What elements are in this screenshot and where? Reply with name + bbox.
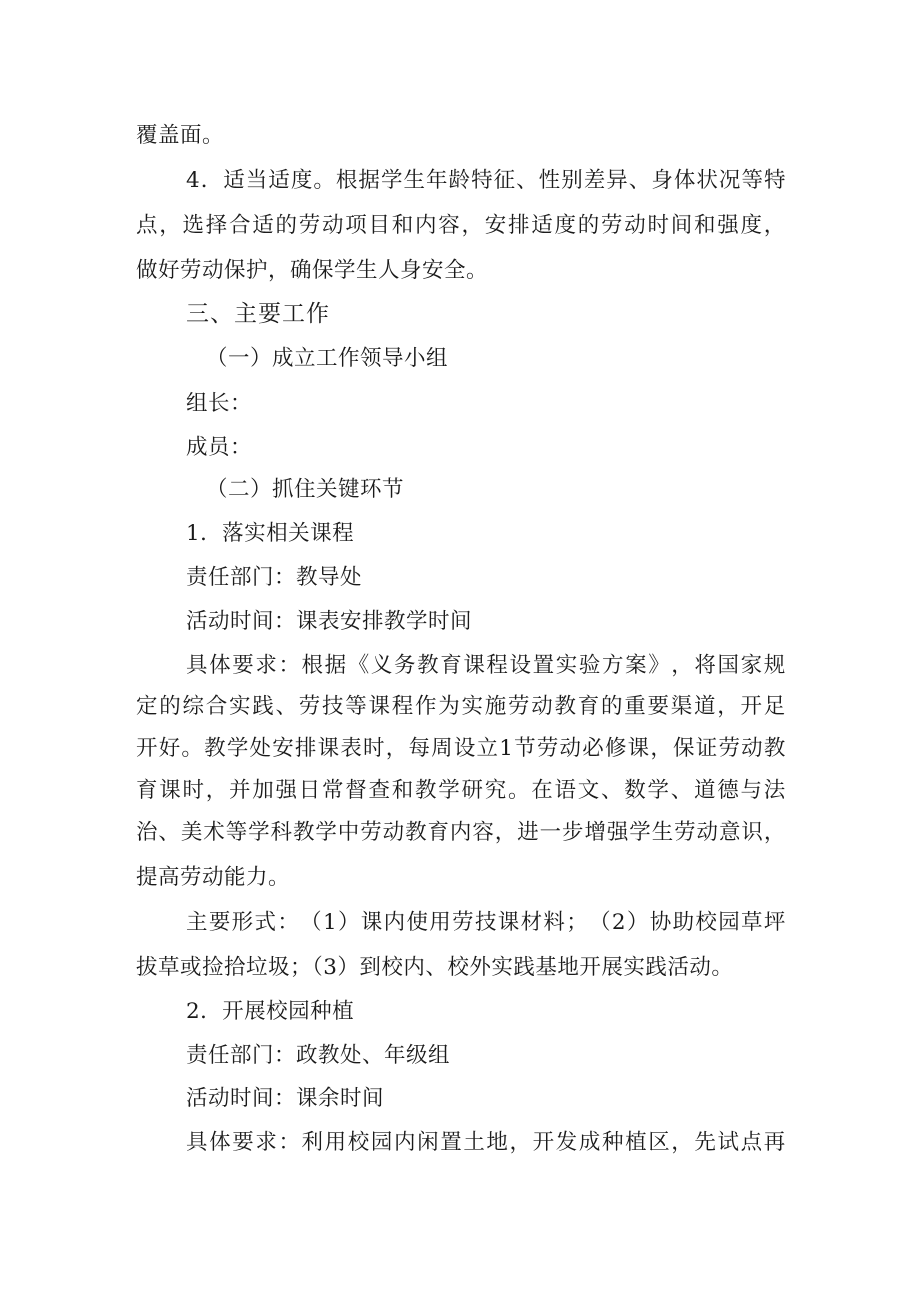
glyph: ， bbox=[509, 1130, 532, 1155]
members-label: 成员： bbox=[186, 435, 253, 460]
glyph: 开 bbox=[532, 1130, 555, 1155]
glyph: 形 bbox=[231, 910, 254, 935]
glyph: 式 bbox=[254, 910, 277, 935]
glyph: 程 bbox=[486, 653, 509, 678]
glyph: 校 bbox=[347, 1130, 370, 1155]
glyph: 适 bbox=[223, 168, 246, 193]
glyph: 常 bbox=[322, 778, 345, 803]
item-time: 活动时间：课余时间 bbox=[186, 1086, 385, 1111]
glyph: 劳 bbox=[674, 820, 697, 845]
glyph: 加 bbox=[252, 778, 275, 803]
glyph: 渠 bbox=[670, 694, 693, 719]
glyph: 验 bbox=[578, 653, 601, 678]
glyph: 园 bbox=[718, 910, 741, 935]
leader-label: 组长： bbox=[186, 391, 253, 416]
glyph: 开 bbox=[136, 736, 159, 761]
glyph: 排 bbox=[294, 736, 317, 761]
glyph: 劳 bbox=[360, 820, 383, 845]
glyph: ： bbox=[278, 653, 301, 678]
glyph: 课 bbox=[463, 653, 486, 678]
glyph: 将 bbox=[694, 653, 717, 678]
glyph: 课 bbox=[159, 778, 182, 803]
glyph: 规 bbox=[763, 653, 786, 678]
glyph: 国 bbox=[717, 653, 740, 678]
glyph: 技 bbox=[474, 910, 497, 935]
glyph: 劳 bbox=[298, 213, 321, 238]
glyph: 土 bbox=[463, 1130, 486, 1155]
glyph: 课 bbox=[368, 694, 391, 719]
glyph: 实 bbox=[461, 694, 484, 719]
glyph: 开 bbox=[740, 694, 763, 719]
glyph: 试 bbox=[717, 1130, 740, 1155]
glyph: 求 bbox=[255, 653, 278, 678]
item-time: 活动时间：课表安排教学时间 bbox=[186, 609, 473, 634]
glyph: 劳 bbox=[718, 736, 741, 761]
glyph: 内 bbox=[415, 213, 438, 238]
glyph: 年 bbox=[426, 168, 449, 193]
glyph: 教 bbox=[763, 736, 786, 761]
justified-text bbox=[136, 776, 786, 806]
section-heading: 三、主要工作 bbox=[186, 301, 330, 327]
glyph: 具 bbox=[186, 653, 209, 678]
justified-text bbox=[186, 1128, 786, 1158]
glyph: 义 bbox=[370, 653, 393, 678]
glyph: 根 bbox=[335, 168, 358, 193]
glyph: 术 bbox=[203, 820, 226, 845]
glyph: 发 bbox=[555, 1130, 578, 1155]
glyph: 究 bbox=[484, 778, 507, 803]
glyph: 学 bbox=[315, 820, 338, 845]
glyph: 区 bbox=[648, 1130, 671, 1155]
glyph: 德 bbox=[717, 778, 740, 803]
glyph: 保 bbox=[673, 736, 696, 761]
glyph: 周 bbox=[431, 736, 454, 761]
glyph: 地 bbox=[486, 1130, 509, 1155]
glyph: 2 bbox=[611, 910, 627, 935]
glyph: 、 bbox=[601, 778, 624, 803]
glyph: 道 bbox=[694, 778, 717, 803]
glyph: 体 bbox=[673, 168, 696, 193]
glyph: 教 bbox=[204, 736, 227, 761]
glyph: 育 bbox=[427, 820, 450, 845]
glyph: 动 bbox=[531, 694, 554, 719]
paragraph-line bbox=[136, 776, 786, 806]
glyph: 动 bbox=[322, 213, 345, 238]
glyph: 点 bbox=[740, 1130, 763, 1155]
item-department: 责任部门：教导处 bbox=[186, 565, 363, 590]
glyph: 要 bbox=[232, 1130, 255, 1155]
glyph: 根 bbox=[301, 653, 324, 678]
glyph: 技 bbox=[322, 694, 345, 719]
glyph: 适 bbox=[252, 213, 275, 238]
glyph: 性 bbox=[538, 168, 561, 193]
subsection-heading: （二）抓住关键环节 bbox=[206, 477, 405, 502]
glyph: 。 bbox=[508, 778, 531, 803]
item-department: 责任部门：政教处、年级组 bbox=[186, 1043, 451, 1068]
glyph: 合 bbox=[229, 213, 252, 238]
glyph: 学 bbox=[248, 820, 271, 845]
glyph: 、 bbox=[275, 694, 298, 719]
justified-text bbox=[136, 692, 786, 722]
glyph: 坪 bbox=[763, 910, 786, 935]
glyph: 4 bbox=[186, 168, 201, 193]
paragraph-line bbox=[136, 734, 786, 764]
glyph: 强 bbox=[717, 213, 740, 238]
glyph: 时 bbox=[647, 213, 670, 238]
justified-text bbox=[186, 651, 786, 681]
glyph: 治 bbox=[136, 820, 159, 845]
glyph: 进 bbox=[517, 820, 540, 845]
glyph: 差 bbox=[583, 168, 606, 193]
glyph: ， bbox=[763, 820, 786, 845]
glyph: 家 bbox=[740, 653, 763, 678]
glyph: 适 bbox=[268, 168, 291, 193]
paragraph-line: 拔草或捡拾垃圾；（3）到校内、校外实践基地开展实践活动。 bbox=[136, 955, 734, 980]
glyph: 立 bbox=[476, 736, 499, 761]
glyph: 生 bbox=[651, 820, 674, 845]
item-title: 1．落实相关课程 bbox=[186, 521, 355, 546]
glyph: 的 bbox=[601, 694, 624, 719]
glyph: 课 bbox=[360, 910, 383, 935]
glyph: 程 bbox=[391, 694, 414, 719]
glyph: ， bbox=[385, 736, 408, 761]
glyph: ， bbox=[671, 653, 694, 678]
glyph: 实 bbox=[555, 653, 578, 678]
paragraph-line bbox=[136, 818, 786, 848]
glyph: ） bbox=[626, 910, 649, 935]
glyph: 教 bbox=[405, 820, 428, 845]
glyph: 教 bbox=[417, 653, 440, 678]
glyph: 课 bbox=[627, 736, 650, 761]
glyph: 为 bbox=[438, 694, 461, 719]
glyph: 识 bbox=[741, 820, 764, 845]
glyph: 证 bbox=[695, 736, 718, 761]
glyph: 足 bbox=[763, 694, 786, 719]
glyph: 用 bbox=[324, 1130, 347, 1155]
glyph: ， bbox=[461, 213, 484, 238]
glyph: 再 bbox=[763, 1130, 786, 1155]
glyph: 和 bbox=[391, 213, 414, 238]
glyph: 草 bbox=[741, 910, 764, 935]
glyph: 节 bbox=[514, 736, 537, 761]
glyph: 与 bbox=[740, 778, 763, 803]
glyph: 文 bbox=[577, 778, 600, 803]
glyph: 课 bbox=[497, 910, 520, 935]
glyph: 合 bbox=[205, 694, 228, 719]
glyph: 选 bbox=[182, 213, 205, 238]
glyph: 择 bbox=[205, 213, 228, 238]
glyph: 数 bbox=[624, 778, 647, 803]
glyph: 学 bbox=[226, 736, 249, 761]
glyph: 置 bbox=[440, 1130, 463, 1155]
glyph: 每 bbox=[408, 736, 431, 761]
glyph: 学 bbox=[647, 778, 670, 803]
glyph: 动 bbox=[559, 736, 582, 761]
glyph: 要 bbox=[232, 653, 255, 678]
glyph: 特 bbox=[763, 168, 786, 193]
glyph: 点 bbox=[136, 213, 159, 238]
glyph: 意 bbox=[718, 820, 741, 845]
glyph: 植 bbox=[625, 1130, 648, 1155]
justified-text bbox=[136, 734, 786, 764]
glyph: ， bbox=[671, 1130, 694, 1155]
glyph: 况 bbox=[718, 168, 741, 193]
glyph: 内 bbox=[393, 1130, 416, 1155]
glyph: 求 bbox=[255, 1130, 278, 1155]
glyph: 查 bbox=[368, 778, 391, 803]
paragraph-line bbox=[186, 651, 786, 681]
glyph: 生 bbox=[403, 168, 426, 193]
glyph: 处 bbox=[249, 736, 272, 761]
glyph: 容 bbox=[472, 820, 495, 845]
glyph: 方 bbox=[601, 653, 624, 678]
glyph: 步 bbox=[562, 820, 585, 845]
glyph: （ bbox=[300, 910, 323, 935]
glyph: 》 bbox=[648, 653, 671, 678]
glyph: 科 bbox=[270, 820, 293, 845]
glyph: 必 bbox=[582, 736, 605, 761]
glyph: 道 bbox=[694, 694, 717, 719]
glyph: 材 bbox=[520, 910, 543, 935]
glyph: 等 bbox=[345, 694, 368, 719]
glyph: 学 bbox=[438, 778, 461, 803]
glyph: 用 bbox=[429, 910, 452, 935]
glyph: 要 bbox=[647, 694, 670, 719]
glyph: 时 bbox=[182, 778, 205, 803]
glyph: 育 bbox=[440, 653, 463, 678]
glyph: 料 bbox=[543, 910, 566, 935]
justified-text bbox=[136, 818, 786, 848]
glyph: 语 bbox=[554, 778, 577, 803]
glyph: 异 bbox=[606, 168, 629, 193]
glyph: 间 bbox=[670, 213, 693, 238]
glyph: 中 bbox=[337, 820, 360, 845]
glyph: 务 bbox=[393, 653, 416, 678]
glyph: 等 bbox=[225, 820, 248, 845]
glyph: ； bbox=[566, 910, 589, 935]
glyph: 劳 bbox=[298, 694, 321, 719]
glyph: 安 bbox=[484, 213, 507, 238]
glyph: 时 bbox=[363, 736, 386, 761]
glyph: 重 bbox=[624, 694, 647, 719]
glyph: ， bbox=[650, 736, 673, 761]
glyph: 内 bbox=[449, 820, 472, 845]
glyph: 1 bbox=[499, 736, 514, 761]
glyph: 美 bbox=[180, 820, 203, 845]
glyph: 助 bbox=[672, 910, 695, 935]
glyph: ， bbox=[717, 694, 740, 719]
glyph: 课 bbox=[317, 736, 340, 761]
glyph: 设 bbox=[453, 736, 476, 761]
glyph: 龄 bbox=[448, 168, 471, 193]
glyph: 的 bbox=[275, 213, 298, 238]
glyph: 督 bbox=[345, 778, 368, 803]
justified-text bbox=[186, 166, 786, 196]
glyph: 动 bbox=[741, 736, 764, 761]
glyph: 种 bbox=[601, 1130, 624, 1155]
glyph: 、 bbox=[158, 820, 181, 845]
paragraph-line: 覆盖面。 bbox=[136, 123, 225, 148]
glyph: ， bbox=[494, 820, 517, 845]
glyph: 和 bbox=[391, 778, 414, 803]
glyph: 适 bbox=[531, 213, 554, 238]
glyph: ， bbox=[205, 778, 228, 803]
glyph: 教 bbox=[415, 778, 438, 803]
glyph: 动 bbox=[696, 820, 719, 845]
glyph: 使 bbox=[406, 910, 429, 935]
paragraph-line bbox=[186, 908, 786, 938]
glyph: 和 bbox=[694, 213, 717, 238]
glyph: 项 bbox=[345, 213, 368, 238]
glyph: 。 bbox=[181, 736, 204, 761]
glyph: 、 bbox=[670, 778, 693, 803]
glyph: 劳 bbox=[508, 694, 531, 719]
glyph: 利 bbox=[301, 1130, 324, 1155]
glyph: 修 bbox=[604, 736, 627, 761]
glyph: 闲 bbox=[417, 1130, 440, 1155]
glyph: 综 bbox=[182, 694, 205, 719]
glyph: 好 bbox=[158, 736, 181, 761]
glyph: ． bbox=[200, 168, 223, 193]
glyph: （ bbox=[589, 910, 612, 935]
glyph: 并 bbox=[229, 778, 252, 803]
glyph: ： bbox=[278, 1130, 301, 1155]
glyph: 要 bbox=[208, 910, 231, 935]
glyph: 学 bbox=[629, 820, 652, 845]
glyph: 成 bbox=[578, 1130, 601, 1155]
glyph: 强 bbox=[606, 820, 629, 845]
glyph: 先 bbox=[694, 1130, 717, 1155]
glyph: 设 bbox=[509, 653, 532, 678]
glyph: 体 bbox=[209, 1130, 232, 1155]
glyph: 强 bbox=[275, 778, 298, 803]
subsection-heading: （一）成立工作领导小组 bbox=[206, 346, 449, 371]
glyph: 案 bbox=[625, 653, 648, 678]
paragraph-line bbox=[136, 211, 786, 241]
glyph: 日 bbox=[298, 778, 321, 803]
glyph: 身 bbox=[651, 168, 674, 193]
glyph: ： bbox=[277, 910, 300, 935]
glyph: 《 bbox=[347, 653, 370, 678]
glyph: 定 bbox=[136, 694, 159, 719]
glyph: 。 bbox=[313, 168, 336, 193]
glyph: 育 bbox=[136, 778, 159, 803]
glyph: 一 bbox=[539, 820, 562, 845]
glyph: 表 bbox=[340, 736, 363, 761]
glyph: 等 bbox=[741, 168, 764, 193]
glyph: 教 bbox=[292, 820, 315, 845]
glyph: 作 bbox=[415, 694, 438, 719]
glyph: 劳 bbox=[536, 736, 559, 761]
glyph: 度 bbox=[740, 213, 763, 238]
glyph: 据 bbox=[324, 653, 347, 678]
glyph: 据 bbox=[358, 168, 381, 193]
justified-text bbox=[136, 211, 786, 241]
glyph: ， bbox=[763, 213, 786, 238]
glyph: 在 bbox=[531, 778, 554, 803]
glyph: 劳 bbox=[452, 910, 475, 935]
glyph: 增 bbox=[584, 820, 607, 845]
glyph: 排 bbox=[508, 213, 531, 238]
glyph: 动 bbox=[624, 213, 647, 238]
glyph: 园 bbox=[370, 1130, 393, 1155]
glyph: 容 bbox=[438, 213, 461, 238]
glyph: ， bbox=[159, 213, 182, 238]
glyph: 法 bbox=[763, 778, 786, 803]
glyph: 特 bbox=[471, 168, 494, 193]
glyph: 、 bbox=[516, 168, 539, 193]
glyph: 施 bbox=[484, 694, 507, 719]
glyph: 置 bbox=[532, 653, 555, 678]
glyph: 安 bbox=[272, 736, 295, 761]
glyph: 别 bbox=[561, 168, 584, 193]
justified-text bbox=[186, 908, 786, 938]
glyph: 的 bbox=[577, 213, 600, 238]
glyph: 主 bbox=[186, 910, 209, 935]
glyph: 校 bbox=[695, 910, 718, 935]
paragraph-line bbox=[186, 166, 786, 196]
glyph: 实 bbox=[229, 694, 252, 719]
paragraph-line: 做好劳动保护，确保学生人身安全。 bbox=[136, 258, 489, 283]
glyph: 研 bbox=[461, 778, 484, 803]
paragraph-line bbox=[136, 692, 786, 722]
item-title: 2．开展校园种植 bbox=[186, 999, 355, 1024]
glyph: ） bbox=[337, 910, 360, 935]
glyph: 体 bbox=[209, 653, 232, 678]
glyph: 、 bbox=[628, 168, 651, 193]
glyph: 内 bbox=[383, 910, 406, 935]
glyph: 度 bbox=[290, 168, 313, 193]
paragraph-line bbox=[186, 1128, 786, 1158]
glyph: 动 bbox=[382, 820, 405, 845]
glyph: 目 bbox=[368, 213, 391, 238]
glyph: 1 bbox=[322, 910, 338, 935]
glyph: 践 bbox=[252, 694, 275, 719]
glyph: 学 bbox=[380, 168, 403, 193]
glyph: 度 bbox=[554, 213, 577, 238]
glyph: 协 bbox=[649, 910, 672, 935]
glyph: 具 bbox=[186, 1130, 209, 1155]
glyph: 状 bbox=[696, 168, 719, 193]
paragraph-line: 提高劳动能力。 bbox=[136, 865, 291, 890]
glyph: 劳 bbox=[601, 213, 624, 238]
glyph: 当 bbox=[245, 168, 268, 193]
glyph: 的 bbox=[159, 694, 182, 719]
glyph: 育 bbox=[577, 694, 600, 719]
glyph: 教 bbox=[554, 694, 577, 719]
glyph: 征 bbox=[493, 168, 516, 193]
